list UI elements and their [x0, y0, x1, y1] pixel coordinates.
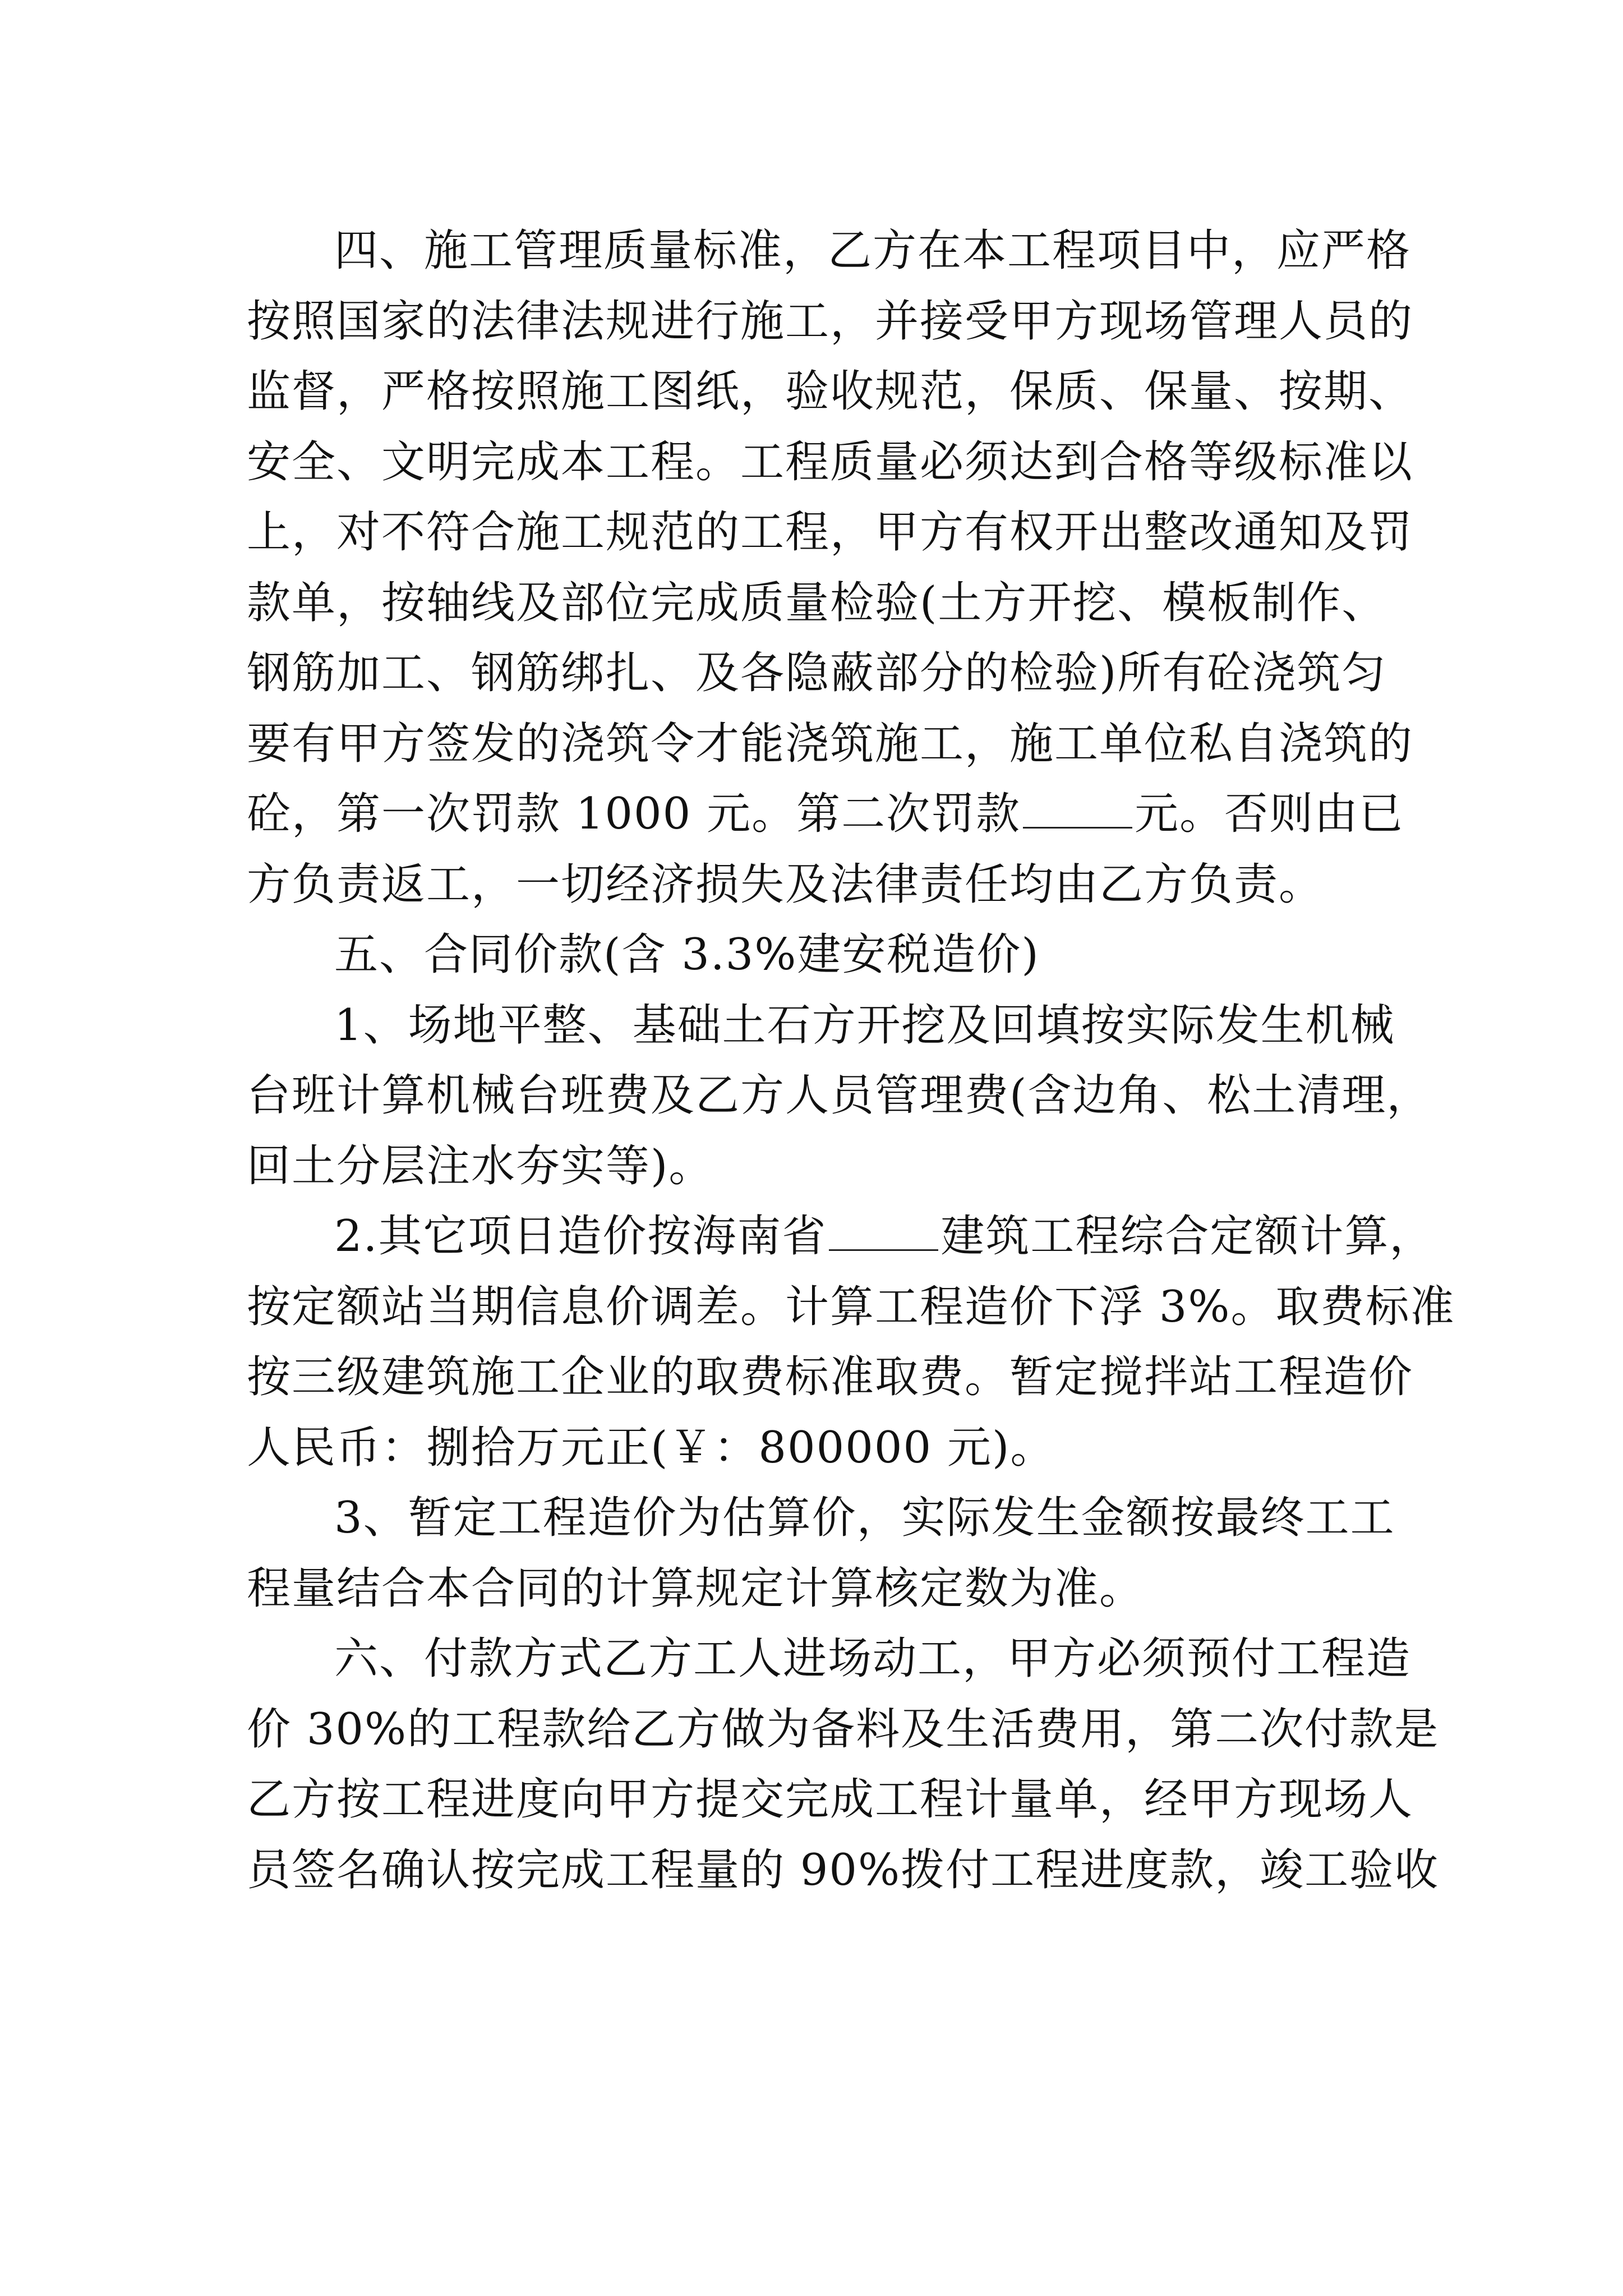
text-line: 安全、文明完成本工程。工程质量必须达到合格等级标准以: [247, 436, 1414, 487]
text-line: 按照国家的法律法规进行施工，并接受甲方现场管理人员的: [247, 296, 1414, 347]
text-line: 按定额站当期信息价调差。计算工程造价下浮 3%。取费标准: [247, 1281, 1455, 1332]
line-text-before-blank: 砼，第一次罚款 1000 元。第二次罚款: [247, 789, 1021, 839]
text-line: 1、场地平整、基础土石方开挖及回填按实际发生机械: [334, 1000, 1395, 1051]
text-line: 方负责返工，一切经济损失及法律责任均由乙方负责。: [247, 859, 1324, 910]
text-line: 按三级建筑施工企业的取费标准取费。暂定搅拌站工程造价: [247, 1352, 1414, 1402]
text-line: 员签名确认按完成工程量的 90%拨付工程进度款，竣工验收: [247, 1844, 1440, 1895]
text-line: 台班计算机械台班费及乙方人员管理费(含边角、松土清理，: [247, 1070, 1432, 1121]
line-text-after-blank: 元。否则由已: [1135, 789, 1404, 839]
text-line: 上，对不符合施工规范的工程，甲方有权开出整改通知及罚: [247, 507, 1414, 558]
text-line-with-blank: [247, 1202, 1435, 1272]
line-text-after-blank: 建筑工程综合定额计算，: [940, 1211, 1435, 1262]
contract-body-text: [247, 216, 1455, 1906]
section-heading: 六、付款方式乙方工人进场动工，甲方必须预付工程造: [334, 1634, 1412, 1684]
text-line: 四、施工管理质量标准，乙方在本工程项目中，应严格: [334, 226, 1412, 276]
fill-in-blank: [1023, 790, 1132, 829]
fill-in-blank: [829, 1212, 938, 1251]
text-line: 3、暂定工程造价为估算价，实际发生金额按最终工工: [334, 1493, 1395, 1543]
section-heading: 五、合同价款(含 3.3%建安税造价): [334, 930, 1040, 980]
text-line: 监督，严格按照施工图纸，验收规范，保质、保量、按期、: [247, 366, 1414, 417]
text-line: 回土分层注水夯实等)。: [247, 1140, 714, 1191]
text-line: 人民币：捌拾万元正(￥：800000 元)。: [247, 1422, 1055, 1473]
text-line: 钢筋加工、钢筋绑扎、及各隐蔽部分的检验)所有砼浇筑匀: [247, 648, 1387, 698]
text-line-with-blank: [247, 779, 1404, 850]
text-line: 价 30%的工程款给乙方做为备料及生活费用，第二次付款是: [247, 1704, 1440, 1755]
text-line: 要有甲方签发的浇筑令才能浇筑施工，施工单位私自浇筑的: [247, 718, 1414, 769]
text-line: 乙方按工程进度向甲方提交完成工程计量单，经甲方现场人: [247, 1774, 1414, 1825]
line-text-before-blank: 2.其它项日造价按海南省: [334, 1211, 827, 1262]
text-line: 程量结合本合同的计算规定计算核定数为准。: [247, 1563, 1145, 1614]
text-line: 款单，按轴线及部位完成质量检验(土方开挖、模板制作、: [247, 577, 1387, 628]
